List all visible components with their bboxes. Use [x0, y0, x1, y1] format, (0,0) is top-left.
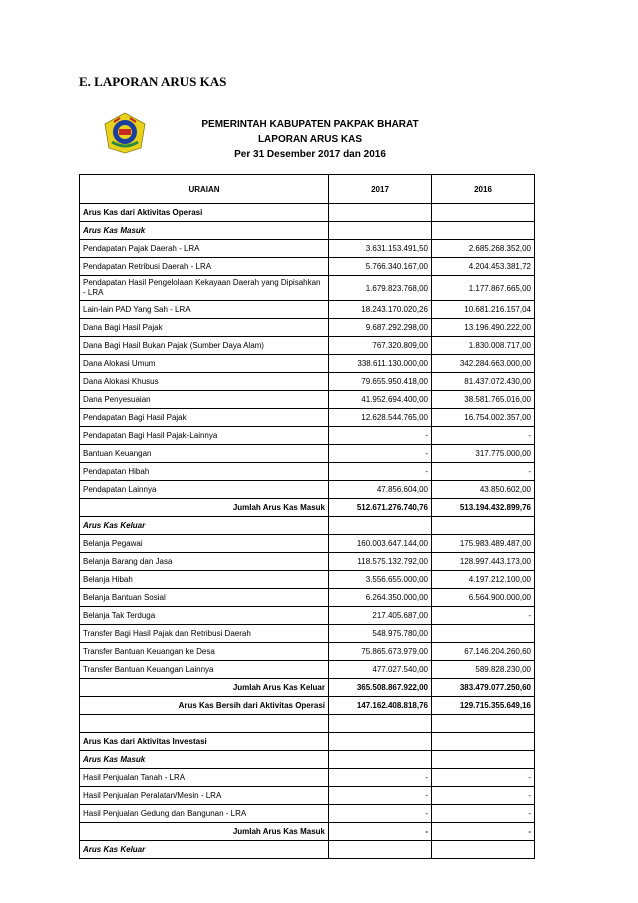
- value-2016: 43.850.602,00: [432, 481, 535, 499]
- table-row: [80, 553, 535, 571]
- value-2016: 1.177.867.665,00: [432, 276, 535, 301]
- row-label: Lain-lain PAD Yang Sah - LRA: [80, 301, 329, 319]
- value-2016: [432, 204, 535, 222]
- value-2016: 6.564.900.000,00: [432, 589, 535, 607]
- table-row: [80, 427, 535, 445]
- value-2016: -: [432, 787, 535, 805]
- row-label: Jumlah Arus Kas Masuk: [80, 499, 329, 517]
- table-row: [80, 625, 535, 643]
- row-label: Pendapatan Bagi Hasil Pajak: [80, 409, 329, 427]
- table-row: [80, 391, 535, 409]
- table-row: [80, 409, 535, 427]
- value-2016: 67.146.204.260,60: [432, 643, 535, 661]
- row-label: Arus Kas dari Aktivitas Operasi: [80, 204, 329, 222]
- value-2017: [329, 733, 432, 751]
- value-2017: -: [329, 805, 432, 823]
- value-2016: [432, 222, 535, 240]
- value-2016: 589.828.230,00: [432, 661, 535, 679]
- value-2017: -: [329, 787, 432, 805]
- value-2017: [329, 222, 432, 240]
- value-2016: [432, 841, 535, 859]
- table-row: [80, 355, 535, 373]
- row-label: Arus Kas Bersih dari Aktivitas Operasi: [80, 697, 329, 715]
- row-label: Hasil Penjualan Tanah - LRA: [80, 769, 329, 787]
- value-2016: 129.715.355.649,16: [432, 697, 535, 715]
- table-row: [80, 373, 535, 391]
- value-2016: [432, 733, 535, 751]
- total-row: [80, 499, 535, 517]
- value-2016: [432, 715, 535, 733]
- header-report-title: LAPORAN ARUS KAS: [257, 134, 363, 145]
- row-label: Pendapatan Hasil Pengelolaan Kekayaan Daerah yang Dipisahkan - LRA: [80, 276, 329, 301]
- table-row: [80, 607, 535, 625]
- cash-flow-table: [79, 174, 535, 859]
- value-2016: 16.754.002.357,00: [432, 409, 535, 427]
- value-2017: 160.003.647.144,00: [329, 535, 432, 553]
- subsection-title-row: [80, 841, 535, 859]
- row-label: Pendapatan Pajak Daerah - LRA: [80, 240, 329, 258]
- total-row: [80, 823, 535, 841]
- row-label: Belanja Tak Terduga: [80, 607, 329, 625]
- value-2016: -: [432, 823, 535, 841]
- value-2017: 217.405.687,00: [329, 607, 432, 625]
- value-2017: 767.320.809,00: [329, 337, 432, 355]
- value-2017: 118.575.132.792,00: [329, 553, 432, 571]
- value-2016: 342.284.663.000,00: [432, 355, 535, 373]
- value-2017: -: [329, 463, 432, 481]
- value-2017: 79.655.950.418,00: [329, 373, 432, 391]
- row-label: Arus Kas Keluar: [80, 841, 329, 859]
- subsection-title-row: [80, 517, 535, 535]
- table-row: [80, 787, 535, 805]
- value-2017: 3.556.655.000,00: [329, 571, 432, 589]
- col-uraian: URAIAN: [80, 175, 329, 204]
- blank-row: [80, 715, 535, 733]
- row-label: Dana Alokasi Khusus: [80, 373, 329, 391]
- table-row: [80, 301, 535, 319]
- table-row: [80, 571, 535, 589]
- value-2017: -: [329, 823, 432, 841]
- value-2017: 548.975.780,00: [329, 625, 432, 643]
- table-row: [80, 481, 535, 499]
- value-2016: 1.830.008.717,00: [432, 337, 535, 355]
- value-2017: 365.508.867.922,00: [329, 679, 432, 697]
- table-row: [80, 319, 535, 337]
- col-2016: 2016: [432, 175, 535, 204]
- value-2016: 383.479.077.250,60: [432, 679, 535, 697]
- table-row: [80, 643, 535, 661]
- row-label: Hasil Penjualan Gedung dan Bangunan - LRA: [80, 805, 329, 823]
- value-2017: [329, 204, 432, 222]
- regency-emblem-icon: [104, 112, 146, 154]
- row-label: Arus Kas dari Aktivitas Investasi: [80, 733, 329, 751]
- value-2017: 477.027.540,00: [329, 661, 432, 679]
- table-row: [80, 769, 535, 787]
- value-2017: 47.856.604,00: [329, 481, 432, 499]
- value-2017: -: [329, 445, 432, 463]
- value-2016: 2.685.268.352,00: [432, 240, 535, 258]
- value-2017: 9.687.292.298,00: [329, 319, 432, 337]
- value-2016: -: [432, 607, 535, 625]
- table-row: [80, 445, 535, 463]
- value-2016: 38.581.765.016,00: [432, 391, 535, 409]
- value-2017: 75.865.673.979,00: [329, 643, 432, 661]
- table-row: [80, 661, 535, 679]
- value-2016: -: [432, 427, 535, 445]
- row-label: Arus Kas Masuk: [80, 222, 329, 240]
- value-2017: 12.628.544.765,00: [329, 409, 432, 427]
- value-2017: 1.679.823.768,00: [329, 276, 432, 301]
- value-2016: 10.681.216.157,04: [432, 301, 535, 319]
- table-row: [80, 337, 535, 355]
- subsection-title-row: [80, 751, 535, 769]
- total-row: [80, 679, 535, 697]
- value-2016: 128.997.443.173,00: [432, 553, 535, 571]
- row-label: Dana Bagi Hasil Bukan Pajak (Sumber Daya Alam): [80, 337, 329, 355]
- table-row: [80, 276, 535, 301]
- row-label: Arus Kas Keluar: [80, 517, 329, 535]
- value-2017: [329, 517, 432, 535]
- table-row: [80, 535, 535, 553]
- value-2016: -: [432, 463, 535, 481]
- section-title: E. LAPORAN ARUS KAS: [79, 74, 227, 89]
- row-label: Pendapatan Hibah: [80, 463, 329, 481]
- value-2017: -: [329, 769, 432, 787]
- value-2017: 6.264.350.000,00: [329, 589, 432, 607]
- row-label: Dana Bagi Hasil Pajak: [80, 319, 329, 337]
- value-2016: 4.197.212.100,00: [432, 571, 535, 589]
- value-2017: 3.631.153.491,50: [329, 240, 432, 258]
- subsection-title-row: [80, 222, 535, 240]
- header-period: Per 31 Desember 2017 dan 2016: [234, 149, 386, 160]
- section-title-row: [80, 204, 535, 222]
- value-2016: [432, 625, 535, 643]
- row-label: Belanja Barang dan Jasa: [80, 553, 329, 571]
- value-2016: -: [432, 805, 535, 823]
- value-2017: 41.952.694.400,00: [329, 391, 432, 409]
- row-label: Transfer Bantuan Keuangan Lainnya: [80, 661, 329, 679]
- report-header: [160, 117, 460, 162]
- value-2017: 338.611.130.000,00: [329, 355, 432, 373]
- value-2016: -: [432, 769, 535, 787]
- row-label: Transfer Bagi Hasil Pajak dan Retribusi Daerah: [80, 625, 329, 643]
- value-2017: 512.671.276.740,76: [329, 499, 432, 517]
- net-total-row: [80, 697, 535, 715]
- value-2017: -: [329, 427, 432, 445]
- value-2017: [329, 751, 432, 769]
- value-2017: 147.162.408.818,76: [329, 697, 432, 715]
- header-government: PEMERINTAH KABUPATEN PAKPAK BHARAT: [201, 119, 419, 130]
- value-2016: 513.194.432.899,76: [432, 499, 535, 517]
- value-2017: 5.766.340.167,00: [329, 258, 432, 276]
- row-label: Dana Alokasi Umum: [80, 355, 329, 373]
- value-2016: 13.196.490.222,00: [432, 319, 535, 337]
- value-2016: 175.983.489.487,00: [432, 535, 535, 553]
- row-label: [80, 715, 329, 733]
- table-row: [80, 805, 535, 823]
- table-body: [80, 204, 535, 859]
- value-2016: [432, 751, 535, 769]
- value-2017: [329, 841, 432, 859]
- row-label: Arus Kas Masuk: [80, 751, 329, 769]
- row-label: Bantuan Keuangan: [80, 445, 329, 463]
- table-row: [80, 463, 535, 481]
- row-label: Pendapatan Retribusi Daerah - LRA: [80, 258, 329, 276]
- section-title-row: [80, 733, 535, 751]
- row-label: Belanja Bantuan Sosial: [80, 589, 329, 607]
- row-label: Transfer Bantuan Keuangan ke Desa: [80, 643, 329, 661]
- value-2016: 81.437.072.430,00: [432, 373, 535, 391]
- value-2016: 317.775.000,00: [432, 445, 535, 463]
- table-row: [80, 258, 535, 276]
- table-row: [80, 589, 535, 607]
- row-label: Pendapatan Lainnya: [80, 481, 329, 499]
- value-2017: 18.243.170.020,26: [329, 301, 432, 319]
- row-label: Hasil Penjualan Peralatan/Mesin - LRA: [80, 787, 329, 805]
- row-label: Jumlah Arus Kas Keluar: [80, 679, 329, 697]
- row-label: Dana Penyesuaian: [80, 391, 329, 409]
- row-label: Jumlah Arus Kas Masuk: [80, 823, 329, 841]
- table-header-row: [80, 175, 535, 204]
- table-row: [80, 240, 535, 258]
- value-2017: [329, 715, 432, 733]
- value-2016: [432, 517, 535, 535]
- row-label: Belanja Pegawai: [80, 535, 329, 553]
- value-2016: 4.204.453.381,72: [432, 258, 535, 276]
- row-label: Pendapatan Bagi Hasil Pajak-Lainnya: [80, 427, 329, 445]
- row-label: Belanja Hibah: [80, 571, 329, 589]
- col-2017: 2017: [329, 175, 432, 204]
